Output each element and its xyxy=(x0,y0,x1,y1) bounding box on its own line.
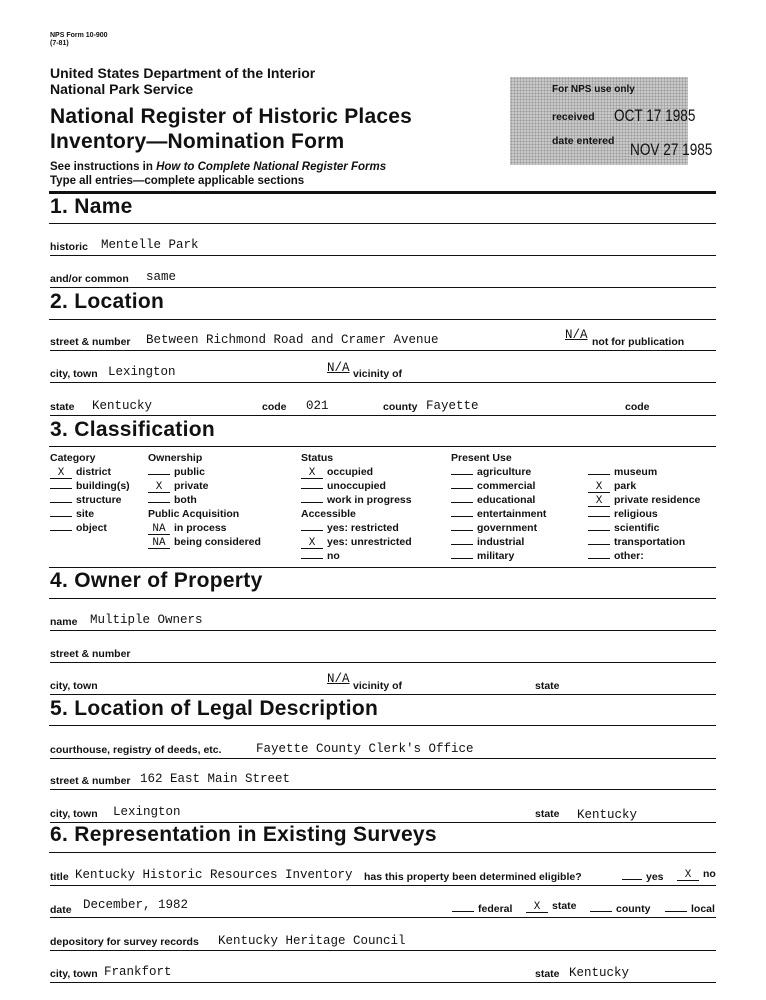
checkbox-item[interactable] xyxy=(148,466,205,478)
checkbox-label: government xyxy=(477,522,538,534)
depository-city-label: city, town xyxy=(50,968,98,980)
owner-name-value: Multiple Owners xyxy=(90,613,203,627)
checkbox-item[interactable] xyxy=(148,494,197,506)
checkbox-label: agriculture xyxy=(477,466,532,478)
legal-street-value: 162 East Main Street xyxy=(140,772,291,786)
checkbox-label: no xyxy=(327,550,340,562)
survey-title-label: title xyxy=(50,871,69,883)
owner-vicinity-label: vicinity of xyxy=(353,680,403,692)
owner-street-label: street & number xyxy=(50,648,131,660)
form-revision: (7-81) xyxy=(50,40,69,47)
check-blank xyxy=(451,530,473,531)
checkbox-label: occupied xyxy=(327,466,374,478)
checkbox-item[interactable] xyxy=(451,536,524,548)
checkbox-item[interactable] xyxy=(301,494,412,506)
check-blank xyxy=(588,558,610,559)
field-line xyxy=(50,287,716,288)
level-local: local xyxy=(665,903,715,915)
code-value: 021 xyxy=(306,399,329,413)
received-label: received xyxy=(552,111,595,123)
checkbox-item[interactable] xyxy=(301,536,412,549)
checkbox-item[interactable] xyxy=(50,494,122,506)
city-value: Lexington xyxy=(108,365,176,379)
historic-label: historic xyxy=(50,241,88,253)
owner-vicinity-value: N/A xyxy=(327,672,350,686)
not-for-publication-value: N/A xyxy=(565,328,588,342)
eligible-no: X no xyxy=(677,868,716,881)
field-line xyxy=(50,789,716,790)
section-3-heading: 3. Classification xyxy=(50,418,215,441)
checkbox-item[interactable] xyxy=(50,480,130,492)
check-blank: NA xyxy=(148,524,170,535)
date-entered-value: NOV 27 1985 xyxy=(630,140,713,159)
checkbox-item[interactable] xyxy=(451,480,535,492)
check-blank xyxy=(301,488,323,489)
legal-city-value: Lexington xyxy=(113,805,181,819)
checkbox-item[interactable] xyxy=(451,466,531,478)
checkbox-item[interactable] xyxy=(301,522,399,534)
field-line xyxy=(50,758,716,759)
check-blank xyxy=(301,530,323,531)
checkbox-label: other: xyxy=(614,550,644,562)
check-blank xyxy=(588,516,610,517)
checkbox-label: site xyxy=(76,508,95,520)
field-line xyxy=(50,382,716,383)
checkbox-label: military xyxy=(477,550,515,562)
checkbox-label: structure xyxy=(76,494,122,506)
section-underline xyxy=(49,852,716,853)
checkbox-item[interactable] xyxy=(588,550,644,562)
depository-state-label: state xyxy=(535,968,560,980)
checkbox-item[interactable] xyxy=(451,522,537,534)
section-underline xyxy=(49,598,716,599)
section-underline xyxy=(49,567,716,568)
check-blank xyxy=(588,530,610,531)
state-value: Kentucky xyxy=(92,399,153,413)
section-divider xyxy=(49,191,716,194)
vicinity-value: N/A xyxy=(327,361,350,375)
eligible-yes: yes xyxy=(622,871,664,883)
checkbox-label: entertainment xyxy=(477,508,547,520)
check-blank xyxy=(588,544,610,545)
checkbox-label: yes: unrestricted xyxy=(327,536,412,548)
legal-street-label: street & number xyxy=(50,775,131,787)
legal-city-label: city, town xyxy=(50,808,98,820)
vicinity-label: vicinity of xyxy=(353,368,403,380)
checkbox-item[interactable] xyxy=(50,508,94,520)
check-blank xyxy=(451,516,473,517)
field-line xyxy=(50,982,716,983)
check-blank xyxy=(301,502,323,503)
check-blank: X xyxy=(301,468,323,479)
historic-name: Mentelle Park xyxy=(101,238,199,252)
check-blank xyxy=(451,488,473,489)
nps-box-heading: For NPS use only xyxy=(552,84,635,95)
section-1-heading: 1. Name xyxy=(50,195,133,218)
street-value: Between Richmond Road and Cramer Avenue xyxy=(146,333,439,347)
checkbox-label: work in progress xyxy=(327,494,412,506)
checkbox-item[interactable] xyxy=(588,508,658,520)
section-underline xyxy=(49,223,716,224)
survey-date-value: December, 1982 xyxy=(83,898,189,912)
check-blank xyxy=(451,558,473,559)
checkbox-item[interactable] xyxy=(148,536,261,549)
present-use-heading: Present Use xyxy=(451,452,512,464)
field-line xyxy=(50,885,716,886)
county-value: Fayette xyxy=(426,399,479,413)
checkbox-label: museum xyxy=(614,466,658,478)
form-title-line2: Inventory—Nomination Form xyxy=(50,130,345,153)
acquisition-heading: Public Acquisition xyxy=(148,508,240,520)
courthouse-value: Fayette County Clerk's Office xyxy=(256,742,474,756)
field-line xyxy=(50,917,716,918)
checkbox-label: park xyxy=(614,480,637,492)
check-blank xyxy=(50,530,72,531)
form-number: NPS Form 10-900 xyxy=(50,32,108,39)
instructions-line2: Type all entries—complete applicable sections xyxy=(50,175,305,187)
check-blank xyxy=(451,502,473,503)
depository-state-value: Kentucky xyxy=(569,966,630,980)
checkbox-item[interactable] xyxy=(301,466,373,479)
ownership-heading: Ownership xyxy=(148,452,203,464)
check-blank xyxy=(148,502,170,503)
section-underline xyxy=(49,725,716,726)
checkbox-label: commercial xyxy=(477,480,536,492)
field-line xyxy=(50,415,716,416)
checkbox-item[interactable] xyxy=(50,466,111,479)
check-blank xyxy=(451,544,473,545)
field-line xyxy=(50,950,716,951)
checkbox-item[interactable] xyxy=(301,480,386,492)
checkbox-item[interactable] xyxy=(301,550,340,562)
check-blank: NA xyxy=(148,538,170,549)
category-heading: Category xyxy=(50,452,96,464)
owner-name-label: name xyxy=(50,616,78,628)
check-blank xyxy=(451,474,473,475)
checkbox-label: yes: restricted xyxy=(327,522,399,534)
check-blank xyxy=(50,502,72,503)
checkbox-item[interactable] xyxy=(148,480,208,493)
accessible-heading: Accessible xyxy=(301,508,356,520)
section-underline xyxy=(49,319,716,320)
eligible-question: has this property been determined eligible? xyxy=(364,871,582,883)
checkbox-item[interactable] xyxy=(50,522,107,534)
depository-label: depository for survey records xyxy=(50,936,199,948)
checkbox-label: scientific xyxy=(614,522,660,534)
owner-city-label: city, town xyxy=(50,680,98,692)
checkbox-label: building(s) xyxy=(76,480,130,492)
check-blank: X xyxy=(301,538,323,549)
level-federal: federal xyxy=(452,903,512,915)
checkbox-label: being considered xyxy=(174,536,261,548)
checkbox-item[interactable] xyxy=(451,494,535,506)
checkbox-item[interactable] xyxy=(588,536,685,548)
check-blank: X xyxy=(588,496,610,507)
level-county: county xyxy=(590,903,650,915)
checkbox-label: industrial xyxy=(477,536,525,548)
field-line xyxy=(50,694,716,695)
depository-value: Kentucky Heritage Council xyxy=(218,934,406,948)
checkbox-label: district xyxy=(76,466,112,478)
state-label: state xyxy=(50,401,75,413)
courthouse-label: courthouse, registry of deeds, etc. xyxy=(50,744,222,756)
section-2-heading: 2. Location xyxy=(50,290,165,313)
check-blank: X xyxy=(588,482,610,493)
checkbox-label: public xyxy=(174,466,205,478)
section-5-heading: 5. Location of Legal Description xyxy=(50,697,379,720)
checkbox-label: object xyxy=(76,522,107,534)
checkbox-item[interactable] xyxy=(451,508,546,520)
checkbox-item[interactable] xyxy=(588,466,657,478)
checkbox-item[interactable] xyxy=(588,480,636,493)
section-6-heading: 6. Representation in Existing Surveys xyxy=(50,823,437,846)
department-name: United States Department of the Interior xyxy=(50,65,316,81)
instructions-line1: See instructions in How to Complete National Register Forms xyxy=(50,161,387,173)
checkbox-label: private residence xyxy=(614,494,701,506)
common-name: same xyxy=(146,270,177,284)
survey-date-label: date xyxy=(50,904,72,916)
owner-state-label: state xyxy=(535,680,560,692)
section-4-heading: 4. Owner of Property xyxy=(50,569,263,592)
check-blank: X xyxy=(148,482,170,493)
check-blank xyxy=(50,516,72,517)
checkbox-label: religious xyxy=(614,508,658,520)
field-line xyxy=(50,255,716,256)
code2-label: code xyxy=(625,401,650,413)
checkbox-item[interactable] xyxy=(588,522,660,534)
service-name: National Park Service xyxy=(50,81,194,97)
check-blank xyxy=(148,474,170,475)
common-name-label: and/or common xyxy=(50,273,129,285)
depository-city-value: Frankfort xyxy=(104,965,172,979)
county-label: county xyxy=(383,401,418,413)
level-state: X state xyxy=(526,900,577,913)
street-label: street & number xyxy=(50,336,131,348)
survey-title-value: Kentucky Historic Resources Inventory xyxy=(75,868,353,882)
section-underline xyxy=(49,446,716,447)
not-for-publication-label: not for publication xyxy=(592,336,685,348)
check-blank xyxy=(301,558,323,559)
check-blank: X xyxy=(50,468,72,479)
legal-state-label: state xyxy=(535,808,560,820)
field-line xyxy=(50,662,716,663)
code-label: code xyxy=(262,401,287,413)
check-blank xyxy=(50,488,72,489)
checkbox-label: private xyxy=(174,480,209,492)
date-entered-label: date entered xyxy=(552,135,615,147)
city-label: city, town xyxy=(50,368,98,380)
field-line xyxy=(50,630,716,631)
checkbox-label: both xyxy=(174,494,197,506)
status-heading: Status xyxy=(301,452,334,464)
checkbox-label: transportation xyxy=(614,536,686,548)
legal-state-value: Kentucky xyxy=(577,808,638,822)
checkbox-label: unoccupied xyxy=(327,480,386,492)
checkbox-label: educational xyxy=(477,494,536,506)
check-blank xyxy=(588,474,610,475)
form-title-line1: National Register of Historic Places xyxy=(50,105,412,128)
field-line xyxy=(50,350,716,351)
checkbox-item[interactable] xyxy=(451,550,514,562)
checkbox-item[interactable] xyxy=(588,494,700,507)
received-date: OCT 17 1985 xyxy=(614,106,696,125)
checkbox-label: in process xyxy=(174,522,227,534)
checkbox-item[interactable] xyxy=(148,522,227,535)
